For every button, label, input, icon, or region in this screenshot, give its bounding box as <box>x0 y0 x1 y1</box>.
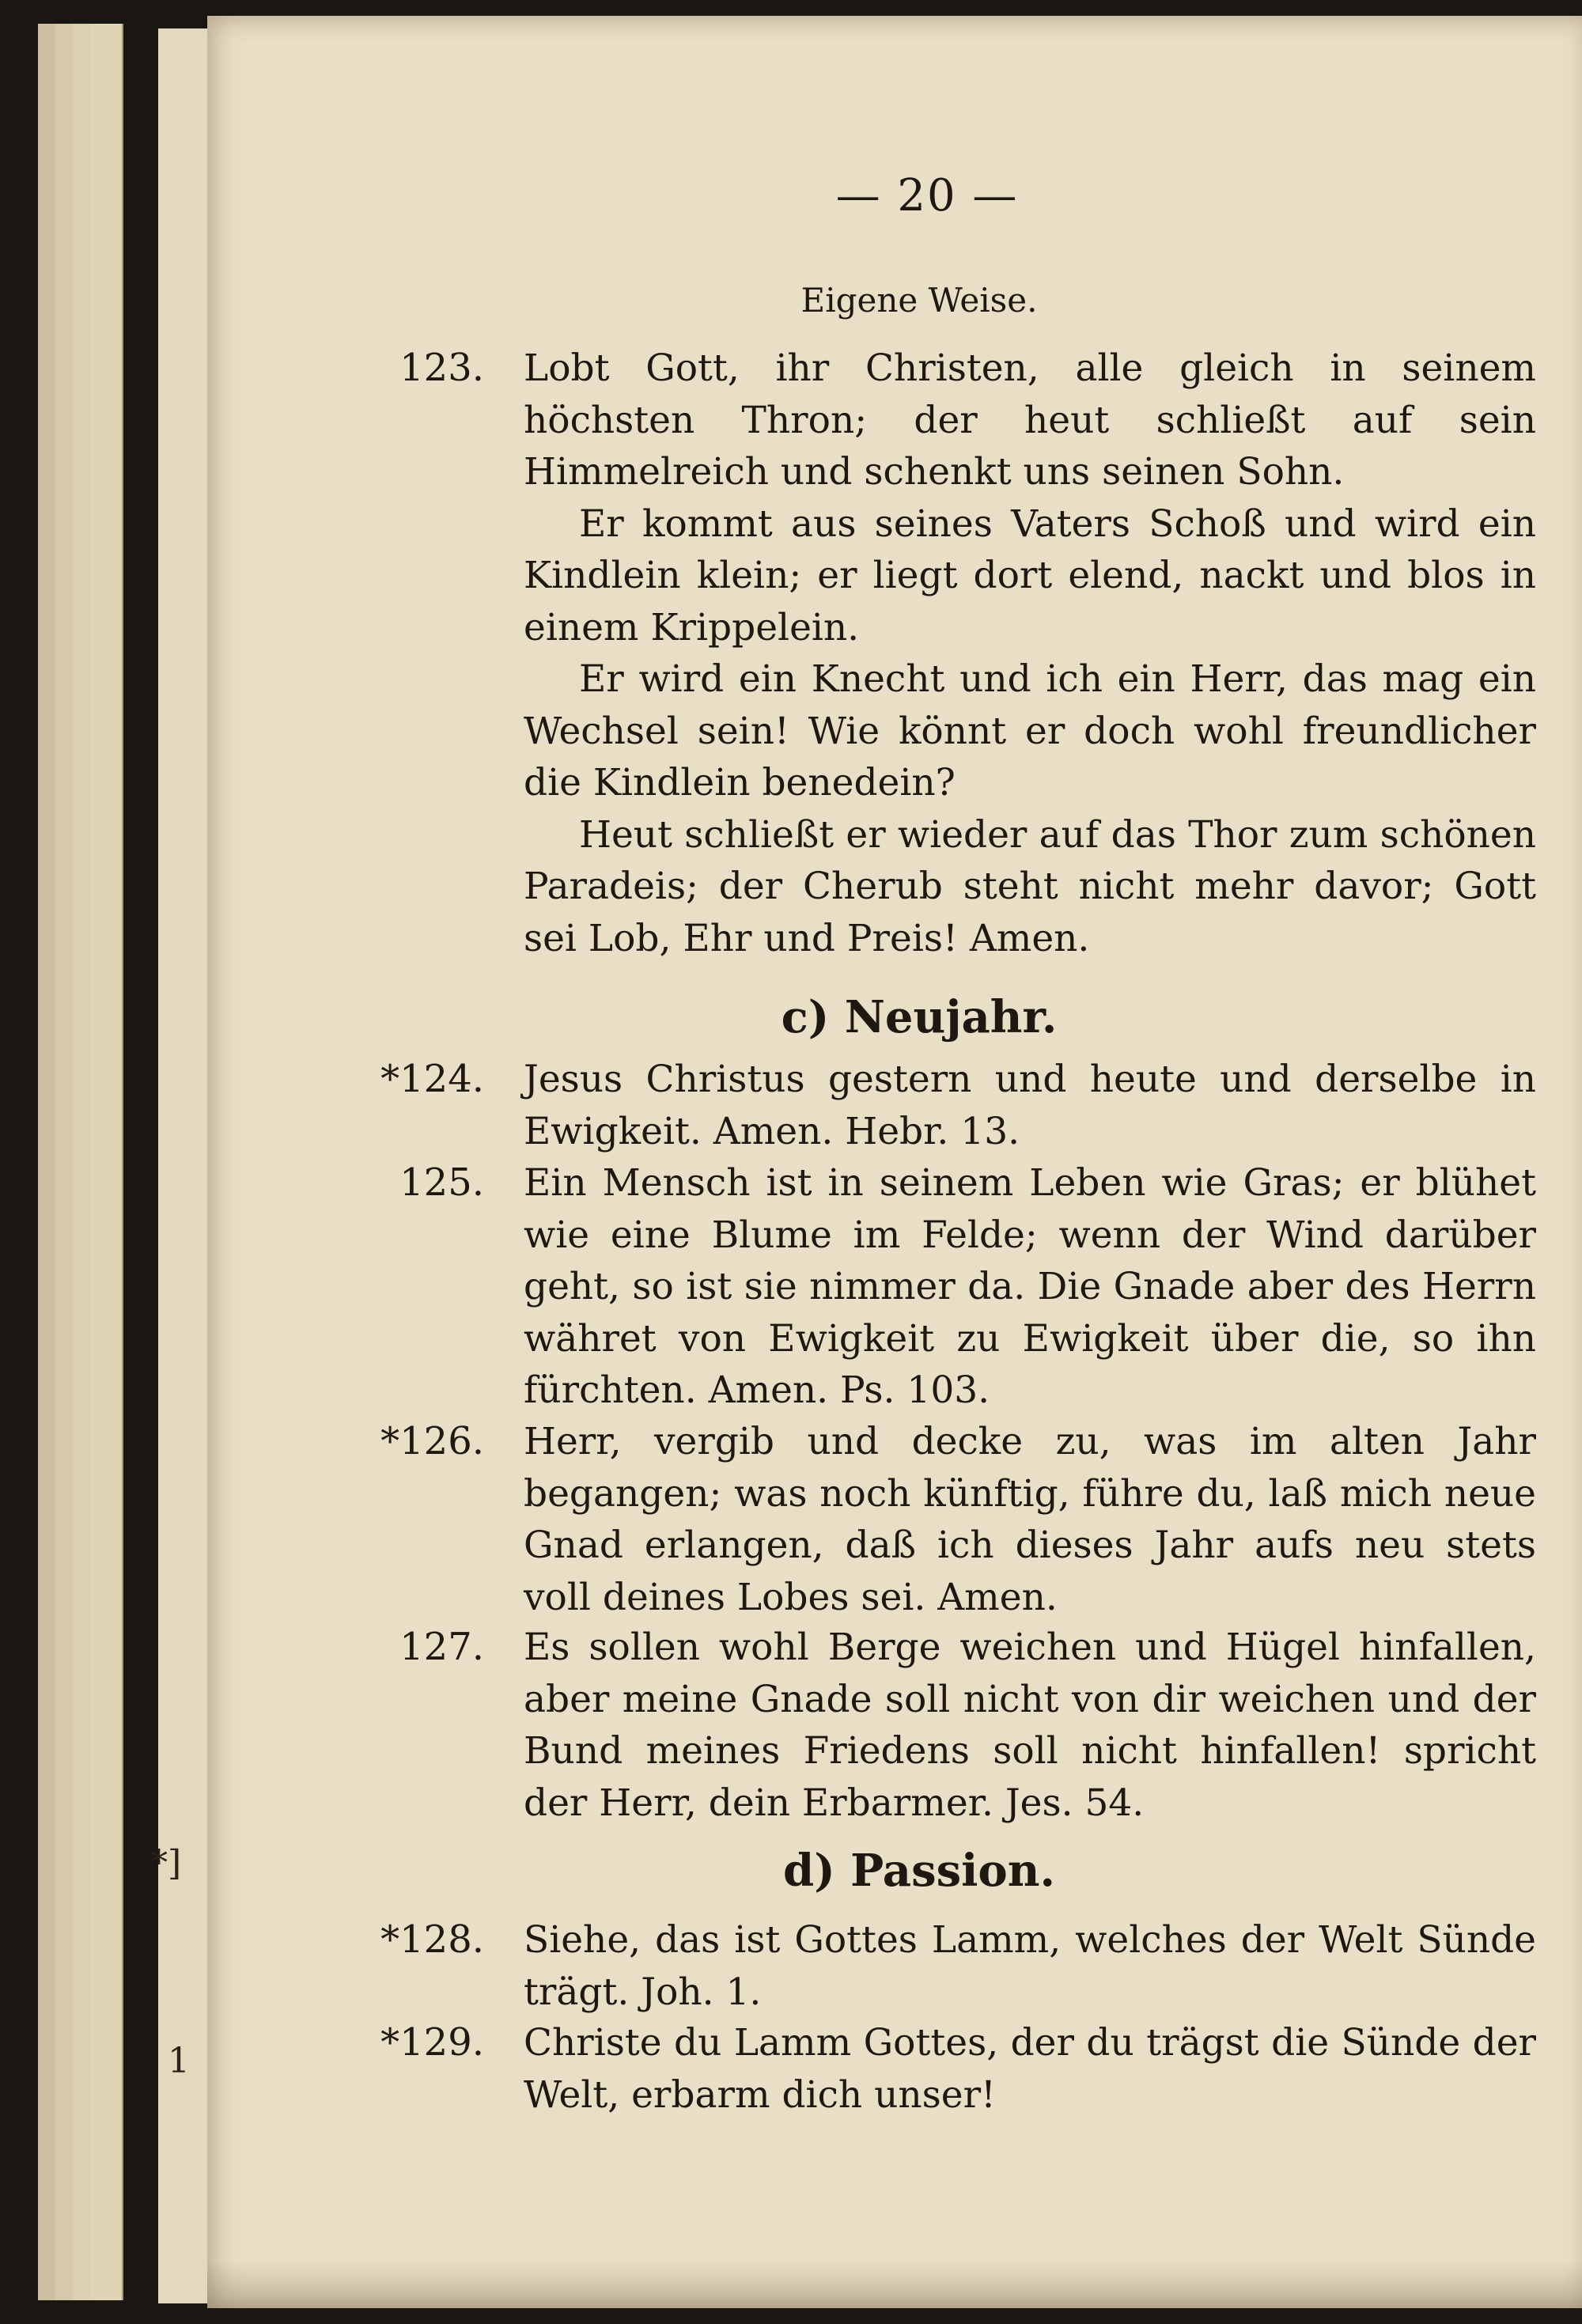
entry-text <box>524 343 1536 964</box>
margin-fragment: *] <box>150 1843 182 1883</box>
page-shadow <box>207 2261 1582 2308</box>
entry-number: 123. <box>399 346 484 390</box>
verse: Lobt Gott, ihr Christen, alle gleich in seinem höchsten Thron; der heut schließt auf sein Himmelreich und schenkt uns seinen Sohn. <box>524 346 1536 494</box>
entry-number: 127. <box>399 1625 484 1669</box>
melody-heading: Eigene Weise. <box>800 281 1038 320</box>
section-heading-neujahr: c) Neujahr. <box>781 991 1058 1043</box>
entry-number: *124. <box>380 1057 484 1101</box>
page-number: — 20 — <box>835 170 1019 221</box>
entry-text: Herr, vergib und decke zu, was im alten Jahr begangen; was noch künftig, führe du, laß mich neue Gnad erlangen, daß ich dieses Jahr aufs neu stets voll deines Lobes sei. Amen. <box>524 1420 1536 1619</box>
entry-text: Christe du Lamm Gottes, der du trägst die Sünde der Welt, erbarm dich unser! <box>524 2021 1536 2117</box>
entry-text: Ein Mensch ist in seinem Leben wie Gras; er blühet wie eine Blume im Felde; wenn der Wind darüber geht, so ist sie nimmer da. Die Gnade aber des Herrn währet von Ewigkeit zu Ewigkeit über die, so ihn fürchten. Amen. Ps. 103. <box>524 1161 1536 1412</box>
verse: Er wird ein Knecht und ich ein Herr, das mag ein Wechsel sein! Wie könnt er doch wohl freundlicher die Kindlein benedein? <box>524 657 1536 804</box>
margin-fragment: 1 <box>168 2041 190 2081</box>
entry-text: Siehe, das ist Gottes Lamm, welches der Welt Sünde trägt. Joh. 1. <box>524 1918 1536 2014</box>
entry-number: *129. <box>380 2020 484 2065</box>
entry-text: Jesus Christus gestern und heute und derselbe in Ewigkeit. Amen. Hebr. 13. <box>524 1058 1536 1153</box>
entry-number: *128. <box>380 1917 484 1962</box>
book-page <box>207 16 1582 2308</box>
verse: Er kommt aus seines Vaters Schoß und wird ein Kindlein klein; er liegt dort elend, nackt und blos in einem Krippelein. <box>524 502 1536 649</box>
entry-text: Es sollen wohl Berge weichen und Hügel hinfallen, aber meine Gnade soll nicht von dir weichen und der Bund meines Friedens soll nicht hinfallen! spricht der Herr, dein Erbarmer. Jes. 54. <box>524 1626 1536 1825</box>
section-heading-passion: d) Passion. <box>783 1845 1055 1897</box>
page-content <box>207 16 1582 2308</box>
entry-number: 125. <box>399 1160 484 1205</box>
page-edge <box>90 24 123 2300</box>
entry-number: *126. <box>380 1419 484 1463</box>
verse: Heut schließt er wieder auf das Thor zum schönen Paradeis; der Cherub steht nicht mehr davor; Gott sei Lob, Ehr und Preis! Amen. <box>524 812 1536 960</box>
